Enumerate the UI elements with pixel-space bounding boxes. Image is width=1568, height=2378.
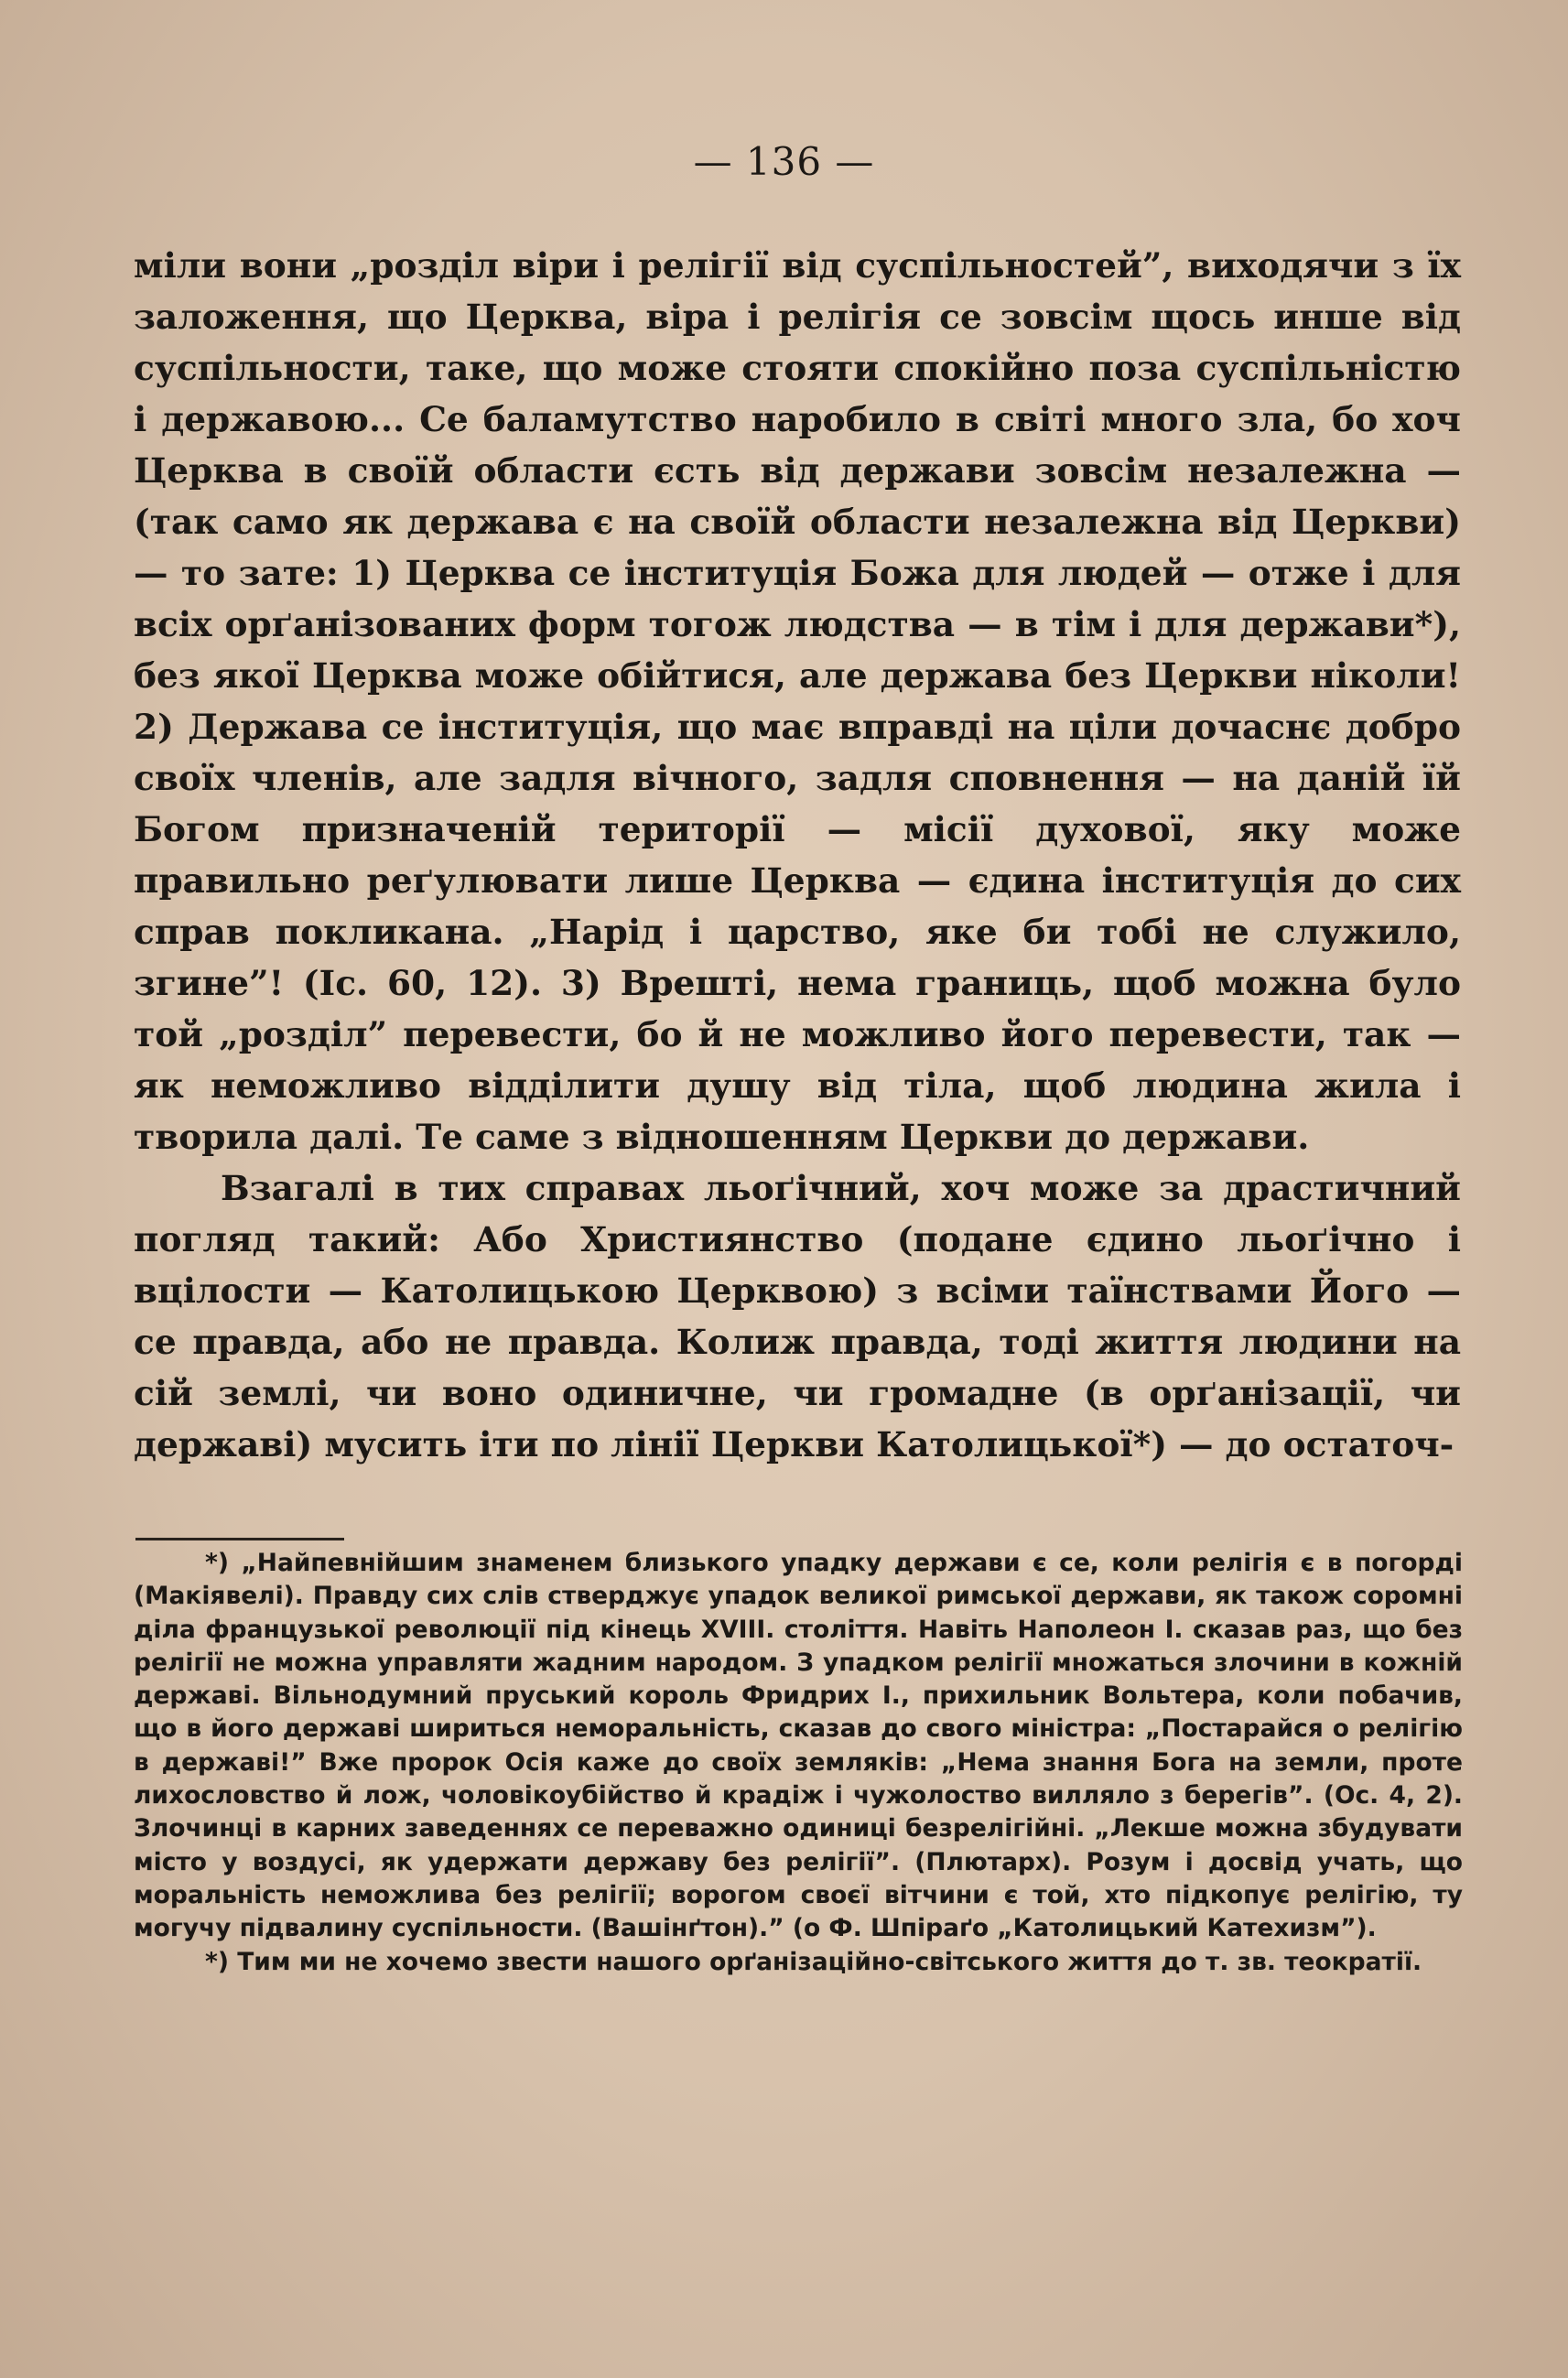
main-text [134, 240, 1461, 1470]
footnote-separator [135, 1538, 344, 1540]
paragraph-1: міли вони „розділ віри і релігії від суспільностей”, виходячи з їх заложення, що Церква, віра і релігія се зовсім щось инше від суспільности, таке, що може стояти спокійно поза суспільністю і державою... Се баламутство наробило в світі много зла, бо хоч Церква в своїй области єсть від держави зовсім незалежна — (так само як держава є на своїй области незалежна від Церкви) — то зате: 1) Церква се інституція Божа для людей — отже і для всіх орґанізованих форм тогож людства — в тім і для держави*), без якої Церква може обійтися, але держава без Церкви ніколи! 2) Держава се інституція, що має вправді на ціли дочаснє добро своїх членів, але задля вічного, задля сповнення — на даній їй Богом призначеній території — місії духової, яку може правильно реґулювати лише Церква — єдина інституція до сих справ покликана. „Нарід і царство, яке би тобі не служило, згине”! (Іс. 60, 12). 3) Врешті, нема границь, щоб можна було той „розділ” перевести, бо й не можливо його перевести, так — як неможливо відділити душу від тіла, щоб людина жила і творила далі. Те саме з відношенням Церкви до держави. [134, 245, 1461, 1157]
page-number: — 136 — [693, 139, 875, 184]
footnotes [134, 1547, 1463, 1979]
footnote-1: *) „Найпевнійшим знаменем близького упадку держави є се, коли релігія є в погорді (Макіявелі). Правду сих слів стверджує упадок великої римської держави, як також соромні діла французької революції під кінець XVIII. століття. Навіть Наполеон І. сказав раз, що без релігії не можна управляти жадним народом. З упадком релігії множаться злочини в кожній державі. Вільнодумний пруський король Фридрих І., прихильник Вольтера, коли побачив, що в його державі шириться неморальність, сказав до свого міністра: „Постарайся о релігію в державі!” Вже пророк Осія каже до своїх земляків: „Нема знання Бога на земли, проте лихословство й лож, чоловікоубійство й крадіж і чужолоство вилляло з берегів”. (Ос. 4, 2). Злочинці в карних заведеннях се переважно одиниці безрелігійні. „Лекше можна збудувати місто у воздусі, як удержати державу без релігії”. (Плютарх). Розум і досвід учать, що моральність неможлива без релігії; ворогом своєї вітчини є той, хто підкопує релігію, ту могучу підвалину суспільности. (Вашінґтон).” (о Ф. Шпіраґо „Католицький Катехизм”). [134, 1549, 1463, 1943]
footnote-2: *) Тим ми не хочемо звести нашого орґанізаційно-світського життя до т. зв. теократії. [205, 1947, 1422, 1976]
paragraph-2: Взагалі в тих справах льоґічний, хоч може за драстичний погляд такий: Або Християнство (подане єдино льоґічно і вцілости — Католицькою Церквою) з всіми таїнствами Його — се правда, або не правда. Колиж правда, тоді життя людини на сій землі, чи воно одиничне, чи громадне (в орґанізації, чи державі) мусить іти по лінії Церкви Католицької*) — до остаточ- [134, 1168, 1461, 1465]
